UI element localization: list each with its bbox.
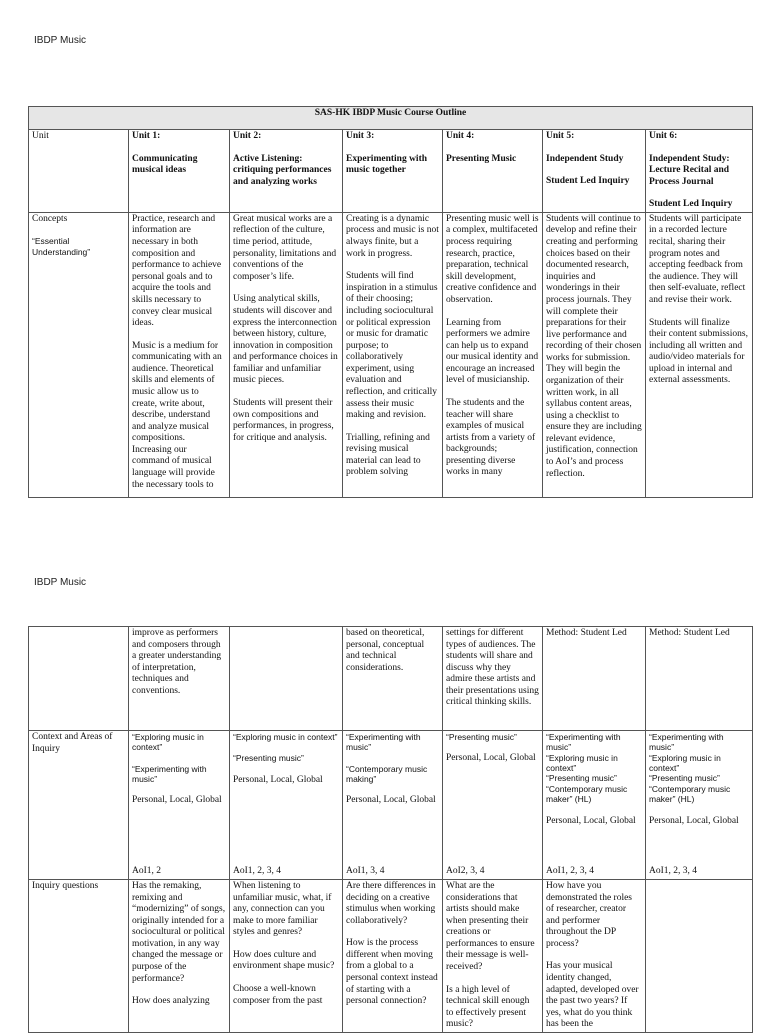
concepts-paragraph: Trialling, refining and revising musical material can lead to problem solving: [346, 432, 430, 478]
continued-cell-5: Method: Student Led: [543, 627, 646, 731]
aoi-label: AoI1, 2, 3, 4: [546, 866, 595, 877]
inquiry-paragraph: Are there differences in deciding on a creative stimulus when working collaboratively?: [346, 881, 436, 926]
row-label-concepts: [29, 212, 129, 497]
unit-cell-5: [543, 130, 646, 213]
context-line: “Exploring music in context”: [649, 752, 721, 774]
inquiry-paragraph: When listening to unfamiliar music, what, if any, connection can you make to more familiar styles and genres?: [233, 881, 332, 938]
context-cell-5: [543, 731, 646, 880]
context-line: “Contemporary music maker” (HL): [546, 783, 628, 805]
aoi-label: AoI1, 2: [132, 866, 162, 877]
concepts-cell-4: [443, 212, 543, 497]
inquiry-paragraph: How is the process different when moving from a global to a personal context instead of starting with a personal connection?: [346, 938, 438, 1007]
concepts-paragraph: Students will find inspiration in a stimulus of their choosing; including sociocultural or political expression or music for dramatic purpose; to collaboratively experiment, using evaluation and reflection, and critically assess their music making and revision.: [346, 271, 438, 421]
unit-extra: Student Led Inquiry: [546, 176, 630, 187]
unit-number: Unit 5:: [546, 131, 575, 141]
continued-cell-4: settings for different types of audiences. The students will share and discuss why they admire these artists and their presentations using critical thinking skills.: [443, 627, 543, 731]
course-outline-table: [28, 106, 753, 498]
unit-number: Unit 3:: [346, 131, 375, 141]
inquiry-paragraph: Is a high level of technical skill enough to effectively present music?: [446, 984, 530, 1030]
unit-row: [29, 130, 753, 213]
unit-cell-3: [343, 130, 443, 213]
context-line: Personal, Local, Global: [233, 774, 323, 785]
concepts-cell-6: [646, 212, 753, 497]
context-line: “Experimenting with music”: [132, 763, 207, 785]
continued-cell-6: Method: Student Led: [646, 627, 753, 731]
context-line: “Presenting music”: [649, 773, 720, 784]
concepts-row: [29, 212, 753, 497]
unit-cell-6: [646, 130, 753, 213]
context-cell-2: [230, 731, 343, 880]
context-line: “Exploring music in context”: [132, 732, 204, 753]
unit-cell-4: [443, 130, 543, 213]
context-line: Personal, Local, Global: [346, 795, 436, 806]
unit-extra: Student Led Inquiry: [649, 199, 733, 210]
concepts-cell-1: [129, 212, 230, 497]
context-line: Personal, Local, Global: [546, 815, 636, 826]
unit-name: Active Listening: critiquing performances and analyzing works: [233, 153, 332, 187]
inquiry-paragraph: Has your musical identity changed, adapted, developed over the past two years? If yes, what do you think has been the: [546, 961, 639, 1030]
continued-cell-3: based on theoretical, personal, conceptual and technical considerations.: [343, 627, 443, 731]
page-header-1: IBDP Music: [34, 35, 87, 46]
inquiry-paragraph: Has the remaking, remixing and “modernizing” of songs, originally intended for a sociocultural or political motivation, in any way changed the message or purpose of the performance?: [132, 881, 226, 984]
concepts-label: Concepts: [32, 213, 68, 224]
context-cell-3: [343, 731, 443, 880]
unit-number: Unit 6:: [649, 131, 678, 141]
concepts-paragraph: Students will continue to develop and refine their creating and performing choices based on their documented research, inquiries and wonderings in their process journals. They will complete their preparations for their live performance and recording of their chosen works for submission. They will begin the organization of their written work, in all syllabus content areas, using a checklist to ensure they are including relevant evidence, justification, connection to AoI’s and process reflection.: [546, 213, 642, 479]
row-label-continued: [29, 627, 129, 731]
inquiry-cell-6: [646, 880, 753, 1033]
context-line: “Contemporary music making”: [346, 763, 428, 785]
unit-cell-1: [129, 130, 230, 213]
concepts-paragraph: Great musical works are a reflection of the culture, time period, attitude, personality, limitations and conventions of the composer’s life.: [233, 213, 337, 282]
concepts-paragraph: Presenting music well is a complex, multifaceted process requiring research, practice, preparation, technical skill development, creative confidence and observation.: [446, 213, 539, 305]
inquiry-cell-5: [543, 880, 646, 1033]
concepts-paragraph: Using analytical skills, students will discover and express the interconnection between history, culture, innovation in composition and performance choices in familiar and unfamiliar music pieces.: [233, 294, 338, 386]
context-line: “Exploring music in context”: [546, 752, 618, 774]
unit-name: Presenting Music: [446, 153, 517, 164]
inquiry-cell-4: [443, 880, 543, 1033]
context-line: “Contemporary music maker” (HL): [649, 783, 731, 805]
unit-number: Unit 1:: [132, 131, 161, 141]
context-line: Personal, Local, Global: [132, 795, 222, 806]
context-line: Personal, Local, Global: [649, 815, 739, 826]
inquiry-paragraph: What are the considerations that artists should make when presenting their creations or performances to ensure their message is well-received?: [446, 881, 535, 973]
inquiry-paragraph: Choose a well-known composer from the past: [233, 984, 323, 1006]
inquiry-paragraph: How does analyzing: [132, 996, 210, 1007]
context-cell-6: [646, 731, 753, 880]
row-label-unit: Unit: [29, 130, 129, 213]
concepts-cell-3: [343, 212, 443, 497]
context-line: “Exploring music in context”: [233, 732, 338, 742]
concepts-paragraph: Practice, research and information are necessary in both composition and performance to achieve personal goals and to acquire the tools and skills necessary to convey clear musical ideas.: [132, 213, 222, 329]
continued-row: [29, 627, 753, 731]
row-label-inquiry: Inquiry questions: [29, 880, 129, 1033]
context-line: “Experimenting with music”: [546, 732, 621, 753]
context-line: Personal, Local, Global: [446, 753, 536, 764]
context-line: “Presenting music”: [233, 753, 304, 764]
page-header-2: IBDP Music: [34, 577, 87, 588]
aoi-label: AoI1, 2, 3, 4: [233, 866, 282, 877]
continued-cell-2: [230, 627, 343, 731]
inquiry-paragraph: How does culture and environment shape music?: [233, 949, 335, 972]
context-line: “Experimenting with music”: [649, 732, 724, 753]
context-row: [29, 731, 753, 880]
concepts-cell-5: [543, 212, 646, 497]
concepts-sublabel: “Essential Understanding”: [32, 236, 91, 257]
unit-number: Unit 2:: [233, 131, 262, 141]
concepts-paragraph: The students and the teacher will share examples of musical artists from a variety of backgrounds; presenting diverse works in many: [446, 397, 536, 478]
context-line: “Presenting music”: [546, 773, 617, 784]
inquiry-cell-3: [343, 880, 443, 1033]
concepts-paragraph: Learning from performers we admire can help us to expand our musical identity and encourage an increased level of musicianship.: [446, 317, 539, 386]
unit-cell-2: [230, 130, 343, 213]
inquiry-cell-1: [129, 880, 230, 1033]
concepts-paragraph: Students will present their own compositions and performances, in progress, for critique and analysis.: [233, 397, 334, 443]
row-label-context: Context and Areas of Inquiry: [29, 731, 129, 880]
continued-cell-1: improve as performers and composers through a greater understanding of interpretation, techniques and conventions.: [129, 627, 230, 731]
unit-number: Unit 4:: [446, 131, 475, 141]
context-line: “Presenting music”: [446, 732, 517, 742]
course-outline-table-continued: [28, 626, 753, 1033]
concepts-cell-2: [230, 212, 343, 497]
unit-name: Experimenting with music together: [346, 153, 428, 176]
inquiry-cell-2: [230, 880, 343, 1033]
concepts-paragraph: Students will participate in a recorded lecture recital, sharing their program notes and accepting feedback from the audience. They will then self-evaluate, reflect and revise their work.: [649, 213, 746, 305]
context-line: “Experimenting with music”: [346, 732, 421, 753]
unit-name: Independent Study: [546, 153, 624, 164]
unit-name: Independent Study: Lecture Recital and Process Journal: [649, 153, 730, 187]
aoi-label: AoI2, 3, 4: [446, 866, 485, 877]
aoi-label: AoI1, 2, 3, 4: [649, 866, 698, 877]
aoi-label: AoI1, 3, 4: [346, 866, 385, 877]
inquiry-paragraph: How have you demonstrated the roles of researcher, creator and performer throughout the DP process?: [546, 881, 633, 949]
concepts-paragraph: Music is a medium for communicating with an audience. Theoretical skills and elements of music allow us to create, write about, describe, understand and analyze musical compositions. Increasing our command of musical language will provide the necessary tools to: [132, 340, 222, 490]
context-cell-1: [129, 731, 230, 880]
context-cell-4: [443, 731, 543, 880]
inquiry-row: [29, 880, 753, 1033]
table-title: SAS-HK IBDP Music Course Outline: [29, 107, 753, 130]
concepts-paragraph: Creating is a dynamic process and music is not always finite, but a work in progress.: [346, 213, 439, 259]
unit-name: Communicating musical ideas: [132, 153, 198, 176]
concepts-paragraph: Students will finalize their content submissions, including all written and audio/video materials for upload in internal and external assessments.: [649, 317, 748, 386]
